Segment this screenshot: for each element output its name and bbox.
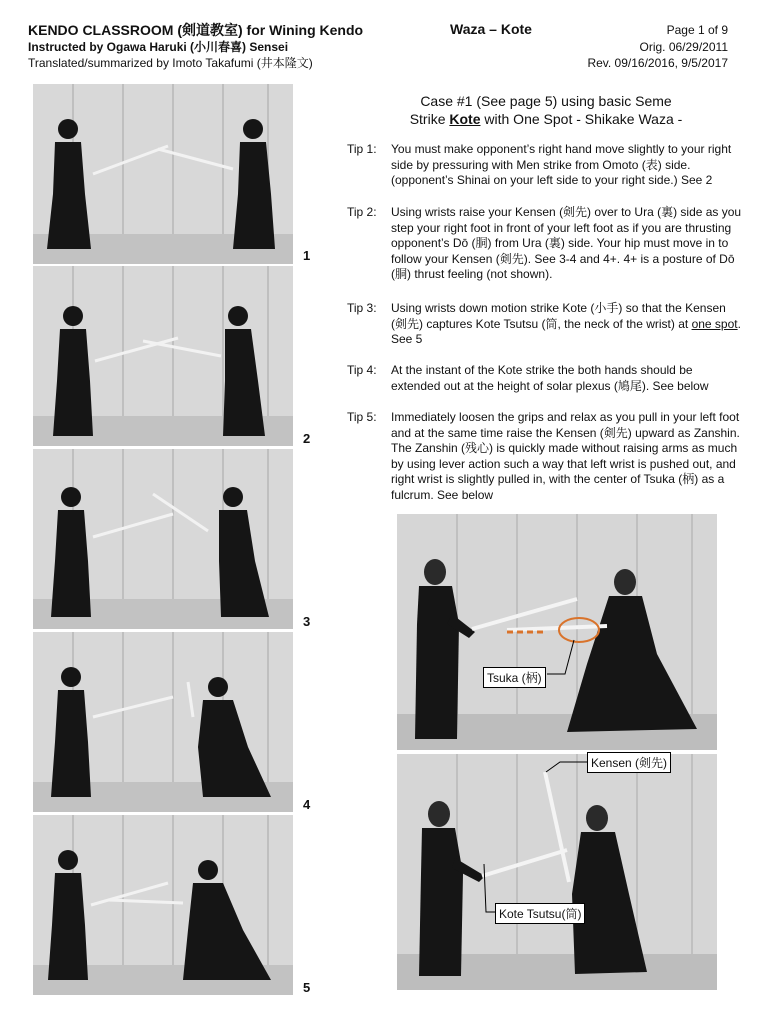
tip-1 xyxy=(347,142,743,189)
tip-label: Tip 1: xyxy=(347,142,377,156)
photo-frame-2 xyxy=(33,266,293,446)
tip-text-underlined: one spot xyxy=(691,316,738,331)
case-heading xyxy=(340,92,752,128)
topic-title: Waza – Kote xyxy=(450,21,532,37)
tip-3 xyxy=(347,301,743,348)
photo-frame-3 xyxy=(33,449,293,629)
callout-tsuka: Tsuka (柄) xyxy=(483,667,546,688)
tip-label: Tip 2: xyxy=(347,205,377,219)
photo-number-3: 3 xyxy=(303,614,311,629)
callout-kote-tsutsu-leader xyxy=(474,860,498,916)
photo-zanshin xyxy=(397,754,717,990)
photo-frame-4 xyxy=(33,632,293,812)
tip-2 xyxy=(347,205,743,283)
case-heading-line2-post: with One Spot - Shikake Waza - xyxy=(480,111,683,127)
tip-text: At the instant of the Kote strike the both hands should be extended out at the height of solar plexus (鳩尾). See below xyxy=(391,363,709,393)
instructor-line: Instructed by Ogawa Haruki (小川春喜) Sensei xyxy=(28,40,289,54)
callout-kensen: Kensen (剣先) xyxy=(587,752,671,773)
tip-text-post: . See 5 xyxy=(391,316,741,346)
tip-label: Tip 4: xyxy=(347,363,377,377)
photo-number-2: 2 xyxy=(303,431,311,446)
photo-number-4: 4 xyxy=(303,797,311,812)
case-heading-line2-pre: Strike xyxy=(409,111,450,127)
case-heading-line2 xyxy=(340,110,752,128)
tip-label: Tip 5: xyxy=(347,410,377,424)
case-heading-kote: Kote xyxy=(449,111,481,127)
callout-kote-tsutsu: Kote Tsutsu(筒) xyxy=(495,903,585,924)
tip-text xyxy=(391,301,743,348)
translator-line: Translated/summarized by Imoto Takafumi (井本隆文) xyxy=(28,56,313,70)
photo-number-5: 5 xyxy=(303,980,311,995)
photo-number-1: 1 xyxy=(303,248,311,263)
original-date: Orig. 06/29/2011 xyxy=(639,40,728,54)
callout-tsuka-leader xyxy=(540,636,580,680)
tip-text: You must make opponent’s right hand move slightly to your right side by pressuring with Men strike from Omoto (表) side. (opponent’s Shinai on your left side to your right side.) See 2 xyxy=(391,142,732,187)
tip-text: Immediately loosen the grips and relax as you pull in your left foot and at the same time raise the Kensen (剣先) upward as Zanshin. The Zanshin (残心) is quickly made without raising arms as much by using lever action such a way that left wrist is pushed out, and right wrist is slightly pulled in, with the center of Tsuka (柄) as a fulcrum. See below xyxy=(391,410,740,502)
photo-frame-1 xyxy=(33,84,293,264)
document-title: KENDO CLASSROOM (剣道教室) for Wining Kendo xyxy=(28,22,364,38)
case-heading-line1: Case #1 (See page 5) using basic Seme xyxy=(420,93,672,109)
photo-kote-strike xyxy=(397,514,717,750)
photo-frame-5 xyxy=(33,815,293,995)
tip-4 xyxy=(347,363,743,394)
callout-kensen-leader xyxy=(540,756,590,776)
tip-text-pre: Using wrists down motion strike Kote (小手) so that the Kensen (剣先) captures Kote Tsutsu (筒, the neck of the wrist) at xyxy=(391,301,726,331)
page-number: Page 1 of 9 xyxy=(666,23,728,37)
tip-label: Tip 3: xyxy=(347,301,377,315)
tip-5 xyxy=(347,410,743,503)
tip-text: Using wrists raise your Kensen (剣先) over to Ura (裏) side as you step your right foot in front of your left foot as if you are thrusting opponent’s Dō (胴) from Ura (裏) side. Your hip must move in to follow your Kensen (剣先). See 3-4 and 4+. 4+ is a posture of Dō (胴) thrust feeling (not shown). xyxy=(391,205,742,281)
revision-date: Rev. 09/16/2016, 9/5/2017 xyxy=(587,56,728,70)
